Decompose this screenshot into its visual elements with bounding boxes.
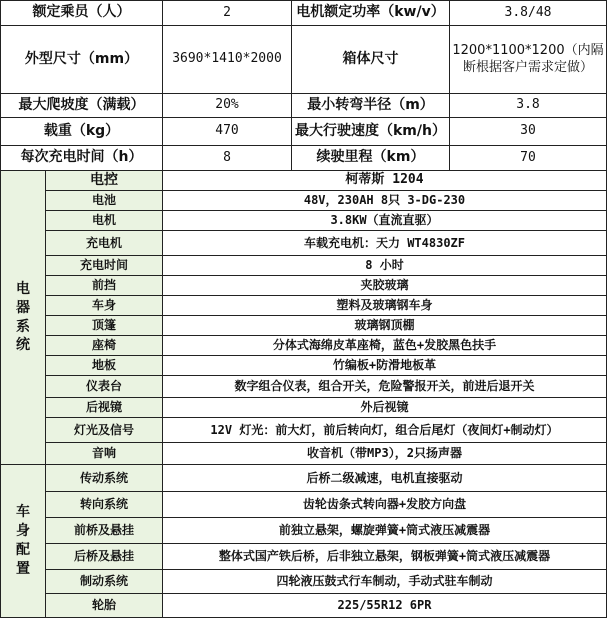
spec-value: 70 bbox=[450, 146, 607, 171]
spec-item-value: 225/55R12 6PR bbox=[163, 594, 607, 618]
spec-value: 8 bbox=[163, 146, 292, 171]
spec-label: 外型尺寸（mm） bbox=[0, 26, 163, 94]
spec-value: 3690*1410*2000 bbox=[163, 26, 292, 94]
spec-item-label: 前桥及悬挂 bbox=[46, 518, 163, 544]
spec-item-label: 电池 bbox=[46, 191, 163, 211]
spec-value: 1200*1100*1200（内隔断根据客户需求定做） bbox=[450, 26, 607, 94]
spec-item-value: 竹编板+防滑地板革 bbox=[163, 356, 607, 376]
spec-item-value: 整体式国产铁后桥，后非独立悬架，钢板弹簧+筒式液压减震器 bbox=[163, 544, 607, 570]
spec-item-label: 轮胎 bbox=[46, 594, 163, 618]
spec-item-value: 柯蒂斯 1204 bbox=[163, 171, 607, 191]
spec-item-value: 玻璃钢顶棚 bbox=[163, 316, 607, 336]
spec-label: 箱体尺寸 bbox=[292, 26, 450, 94]
spec-item-label: 电控 bbox=[46, 171, 163, 191]
spec-item-label: 充电机 bbox=[46, 231, 163, 256]
spec-value: 3.8/48 bbox=[450, 0, 607, 26]
spec-label: 最大行驶速度（km/h） bbox=[292, 118, 450, 146]
section-title: 电器系统 bbox=[0, 171, 46, 465]
spec-label: 最小转弯半径（m） bbox=[292, 94, 450, 118]
spec-item-label: 灯光及信号 bbox=[46, 418, 163, 443]
spec-item-label: 座椅 bbox=[46, 336, 163, 356]
spec-item-label: 后视镜 bbox=[46, 398, 163, 418]
spec-item-value: 分体式海绵皮革座椅，蓝色+发胶黑色扶手 bbox=[163, 336, 607, 356]
spec-item-value: 后桥二级减速，电机直接驱动 bbox=[163, 465, 607, 492]
spec-item-value: 12V 灯光：前大灯，前后转向灯，组合后尾灯（夜间灯+制动灯） bbox=[163, 418, 607, 443]
spec-item-value: 车载充电机：天力 WT4830ZF bbox=[163, 231, 607, 256]
spec-item-label: 制动系统 bbox=[46, 570, 163, 594]
spec-label: 额定乘员（人） bbox=[0, 0, 163, 26]
spec-label: 载重（kg） bbox=[0, 118, 163, 146]
spec-item-label: 电机 bbox=[46, 211, 163, 231]
spec-item-label: 顶篷 bbox=[46, 316, 163, 336]
spec-label: 每次充电时间（h） bbox=[0, 146, 163, 171]
spec-item-label: 地板 bbox=[46, 356, 163, 376]
spec-item-label: 音响 bbox=[46, 443, 163, 465]
spec-item-value: 塑料及玻璃钢车身 bbox=[163, 296, 607, 316]
spec-value: 20% bbox=[163, 94, 292, 118]
spec-item-value: 四轮液压鼓式行车制动，手动式驻车制动 bbox=[163, 570, 607, 594]
spec-value: 470 bbox=[163, 118, 292, 146]
spec-item-label: 车身 bbox=[46, 296, 163, 316]
spec-value: 3.8 bbox=[450, 94, 607, 118]
spec-item-label: 后桥及悬挂 bbox=[46, 544, 163, 570]
spec-item-value: 外后视镜 bbox=[163, 398, 607, 418]
spec-item-value: 数字组合仪表，组合开关，危险警报开关，前进后退开关 bbox=[163, 376, 607, 398]
spec-item-value: 3.8KW（直流直驱） bbox=[163, 211, 607, 231]
spec-item-label: 前挡 bbox=[46, 276, 163, 296]
spec-item-label: 仪表台 bbox=[46, 376, 163, 398]
spec-label: 电机额定功率（kw/v） bbox=[292, 0, 450, 26]
spec-item-value: 收音机（带MP3），2只扬声器 bbox=[163, 443, 607, 465]
spec-item-value: 夹胶玻璃 bbox=[163, 276, 607, 296]
spec-item-value: 前独立悬架，螺旋弹簧+筒式液压减震器 bbox=[163, 518, 607, 544]
spec-item-label: 充电时间 bbox=[46, 256, 163, 276]
spec-label: 续驶里程（km） bbox=[292, 146, 450, 171]
spec-value: 30 bbox=[450, 118, 607, 146]
spec-item-value: 8 小时 bbox=[163, 256, 607, 276]
spec-item-label: 转向系统 bbox=[46, 492, 163, 518]
spec-value: 2 bbox=[163, 0, 292, 26]
spec-item-value: 48V，230AH 8只 3-DG-230 bbox=[163, 191, 607, 211]
spec-item-label: 传动系统 bbox=[46, 465, 163, 492]
section-title: 车身配置 bbox=[0, 465, 46, 618]
spec-item-value: 齿轮齿条式转向器+发胶方向盘 bbox=[163, 492, 607, 518]
spec-label: 最大爬坡度（满载） bbox=[0, 94, 163, 118]
